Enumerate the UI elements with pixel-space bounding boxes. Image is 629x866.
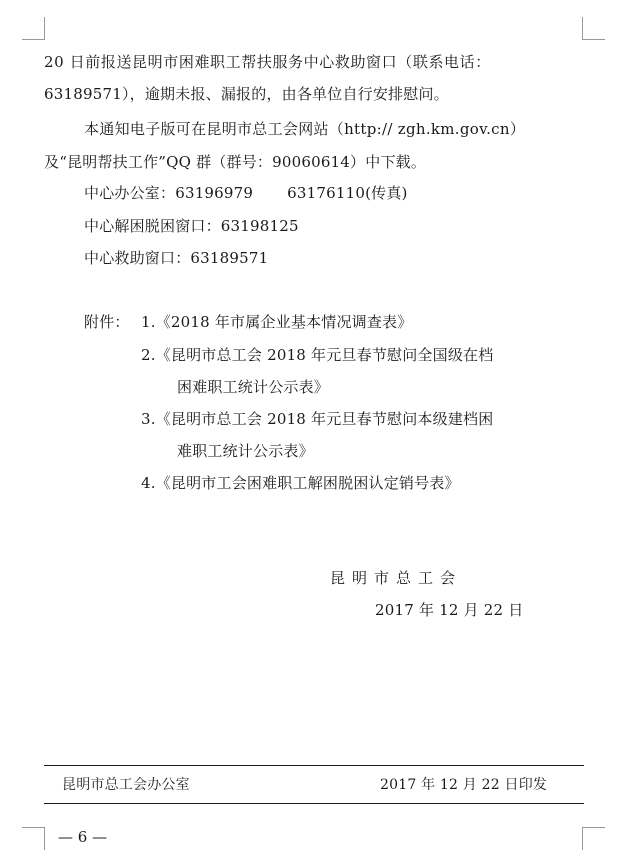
body-paragraph-1-line-2: 63189571），逾期未报、漏报的，由各单位自行安排慰问。 — [44, 85, 449, 103]
footer-rule-top — [44, 765, 584, 766]
crop-mark-bottom-left — [22, 827, 45, 850]
crop-mark-bottom-right — [582, 827, 605, 850]
attachment-item-3-line-1: 3.《昆明市总工会 2018 年元旦春节慰问本级建档困 — [141, 410, 494, 428]
attachment-item-2-line-1: 2.《昆明市总工会 2018 年元旦春节慰问全国级在档 — [141, 346, 494, 364]
body-paragraph-1-line-1: 20 日前报送昆明市困难职工帮扶服务中心救助窗口（联系电话： — [44, 53, 491, 71]
contact-fax: 63176110(传真) — [287, 184, 408, 202]
footer-issuer: 昆明市总工会办公室 — [62, 777, 190, 793]
body-paragraph-2-line-1: 本通知电子版可在昆明市总工会网站（http:// zgh.km.gov.cn） — [84, 120, 526, 138]
signature-date: 2017 年 12 月 22 日 — [375, 601, 524, 619]
contact-relief-window: 中心解困脱困窗口：63198125 — [84, 217, 299, 235]
attachments-label: 附件： — [84, 313, 130, 331]
page-number: — 6 — — [58, 828, 108, 846]
contact-office-phone: 中心办公室：63196979 — [84, 184, 254, 202]
attachment-item-1: 1.《2018 年市属企业基本情况调查表》 — [141, 313, 413, 331]
footer-rule-bottom — [44, 803, 584, 804]
attachment-item-4: 4.《昆明市工会困难职工解困脱困认定销号表》 — [141, 474, 460, 492]
contact-office — [84, 183, 408, 203]
footer-print-date: 2017 年 12 月 22 日印发 — [380, 777, 548, 793]
attachment-item-3-line-2: 难职工统计公示表》 — [177, 442, 314, 460]
crop-mark-top-left — [22, 17, 45, 40]
attachment-item-2-line-2: 困难职工统计公示表》 — [177, 378, 330, 396]
crop-mark-top-right — [582, 17, 605, 40]
contact-aid-window: 中心救助窗口：63189571 — [84, 249, 269, 267]
signature-organization: 昆明市总工会 — [330, 569, 463, 587]
body-paragraph-2-line-2: 及“昆明帮扶工作”QQ 群（群号：90060614）中下载。 — [44, 153, 427, 171]
